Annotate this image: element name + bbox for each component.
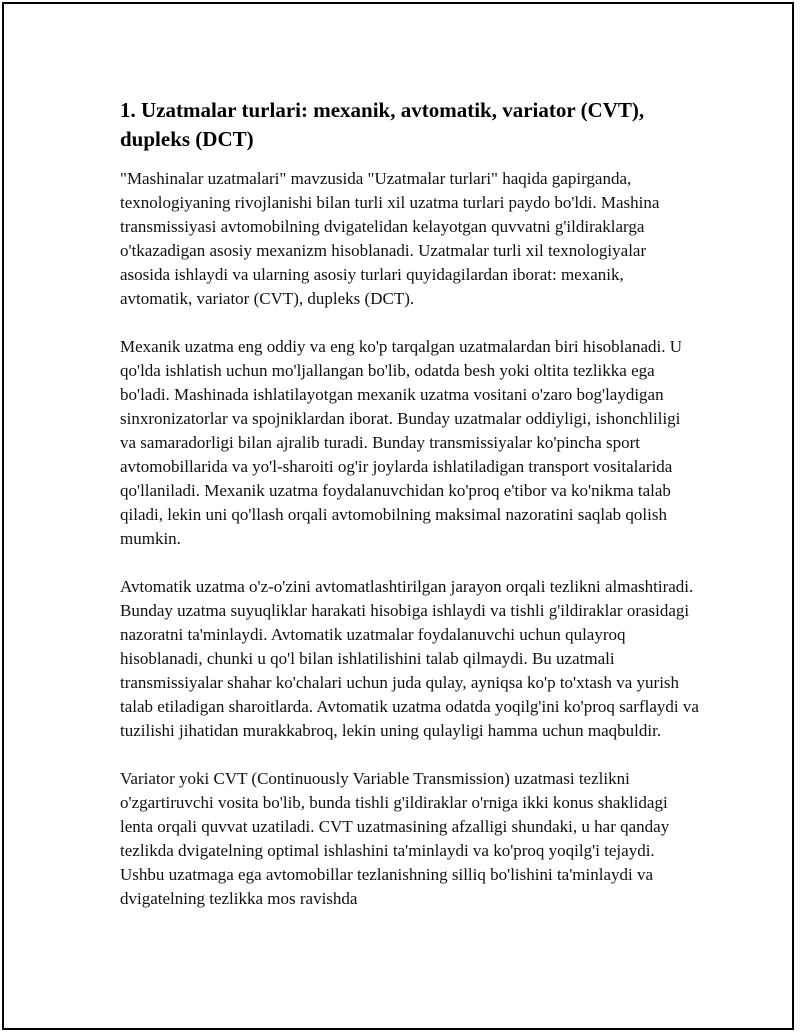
paragraph-intro: "Mashinalar uzatmalari" mavzusida "Uzatmalar turlari" haqida gapirganda, texnologiyaning rivojlanishi bilan turli xil uzatma turlari paydo bo'ldi. Mashina transmissiyasi avtomobilning dvigatelidan kelayotgan quvvatni g'ildiraklarga o'tkazadigan asosiy mexanizm hisoblanadi. Uzatmalar turli xil texnologiyalar asosida ishlaydi va ularning asosiy turlari quyidagilardan iborat: mexanik, avtomatik, variator (CVT), dupleks (DCT). <box>120 169 660 308</box>
document-page <box>2 2 794 1030</box>
document-content <box>120 96 700 935</box>
paragraph-cvt-transmission: Variator yoki CVT (Continuously Variable Transmission) uzatmasi tezlikni o'zgartiruvchi vosita bo'lib, bunda tishli g'ildiraklar o'rniga ikki konus shaklidagi lenta orqali quvvat uzatiladi. CVT uzatmasining afzalligi shundaki, u har qanday tezlikda dvigatelning optimal ishlashini ta'minlaydi va ko'proq yoqilg'i tejaydi. Ushbu uzatmaga ega avtomobillar tezlanishning silliq bo'lishini ta'minlaydi va dvigatelning tezlikka mos ravishda <box>120 769 670 908</box>
section-heading: 1. Uzatmalar turlari: mexanik, avtomatik, variator (CVT), dupleks (DCT) <box>120 98 645 151</box>
paragraph-automatic-transmission: Avtomatik uzatma o'z-o'zini avtomatlashtirilgan jarayon orqali tezlikni almashtiradi. Bunday uzatma suyuqliklar harakati hisobiga ishlaydi va tishli g'ildiraklar orasidagi nazoratni ta'minlaydi. Avtomatik uzatmalar foydalanuvchi uchun qulayroq hisoblanadi, chunki u qo'l bilan ishlatilishini talab qilmaydi. Bu uzatmali transmissiyalar shahar ko'chalari uchun juda qulay, ayniqsa ko'p to'xtash va yurish talab etiladigan sharoitlarda. Avtomatik uzatma odatda yoqilg'ini ko'proq sarflaydi va tuzilishi jihatidan murakkabroq, lekin uning qulayligi hamma uchun maqbuldir. <box>120 577 699 740</box>
paragraph-manual-transmission: Mexanik uzatma eng oddiy va eng ko'p tarqalgan uzatmalardan biri hisoblanadi. U qo'lda ishlatish uchun mo'ljallangan bo'lib, odatda besh yoki oltita tezlikka ega bo'ladi. Mashinada ishlatilayotgan mexanik uzatma vositani o'zaro bog'laydigan sinxronizatorlar va spojniklardan iborat. Bunday uzatmalar oddiyligi, ishonchliligi va samaradorligi bilan ajralib turadi. Bunday transmissiyalar ko'pincha sport avtomobillarida va yo'l-sharoiti og'ir joylarda ishlatiladigan transport vositalarida qo'llaniladi. Mexanik uzatma foydalanuvchidan ko'proq e'tibor va ko'nikma talab qiladi, lekin uni qo'llash orqali avtomobilning maksimal nazoratini saqlab qolish mumkin. <box>120 337 682 548</box>
